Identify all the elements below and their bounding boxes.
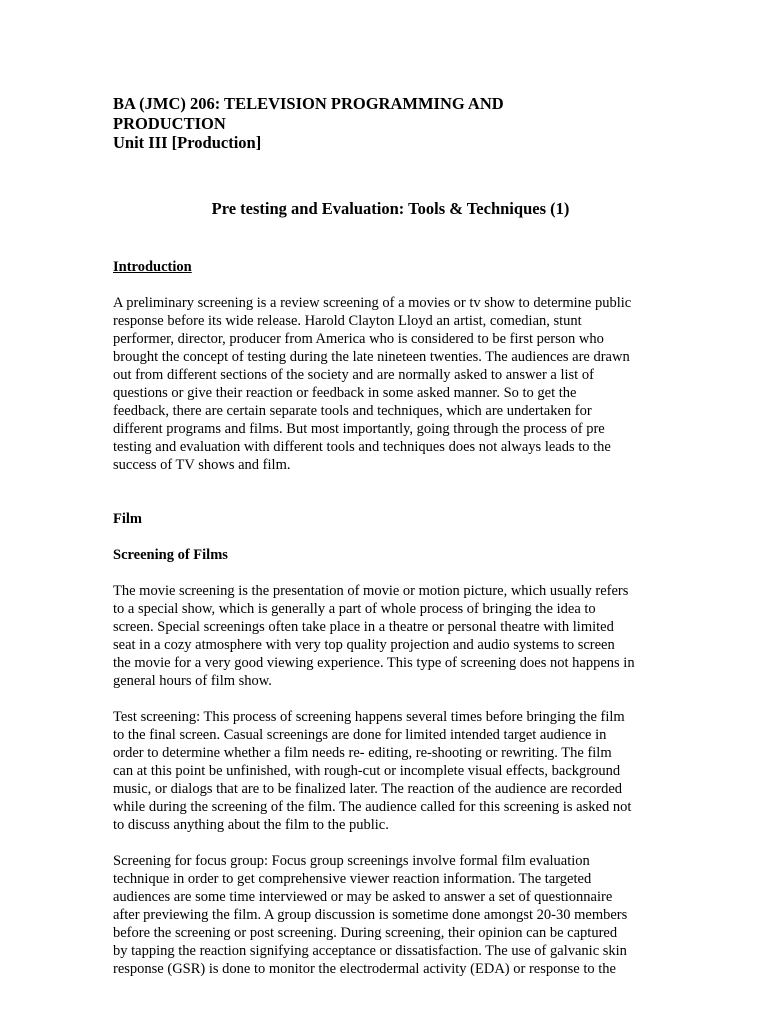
- text-line: music, or dialogs that are to be finalized later. The reaction of the audience are recorded: [113, 780, 623, 797]
- unit-title: Unit III [Production]: [113, 133, 262, 152]
- text-line: general hours of film show.: [113, 672, 272, 689]
- course-title: [113, 94, 668, 133]
- text-line: the movie for a very good viewing experience. This type of screening does not happens in: [113, 654, 635, 671]
- text-line: A preliminary screening is a review screening of a movies or tv show to determine public: [113, 294, 632, 311]
- text-line: by tapping the reaction signifying acceptance or dissatisfaction. The use of galvanic skin: [113, 942, 627, 959]
- text-line: screen. Special screenings often take place in a theatre or personal theatre with limited: [113, 618, 614, 635]
- text-line: seat in a cozy atmosphere with very top quality projection and audio systems to screen: [113, 636, 615, 653]
- text-line: to discuss anything about the film to the public.: [113, 816, 389, 833]
- text-line: while during the screening of the film. The audience called for this screening is asked not: [113, 798, 632, 815]
- text-line: order to determine whether a film needs re- editing, re-shooting or rewriting. The film: [113, 744, 612, 761]
- text-line: to a special show, which is generally a part of whole process of bringing the idea to: [113, 600, 596, 617]
- introduction-heading: Introduction: [113, 258, 192, 275]
- text-line: after previewing the film. A group discussion is sometime done amongst 20-30 members: [113, 906, 628, 923]
- text-line: success of TV shows and film.: [113, 456, 291, 473]
- text-line: brought the concept of testing during the late nineteen twenties. The audiences are drawn: [113, 348, 630, 365]
- text-line: technique in order to get comprehensive viewer reaction information. The targeted: [113, 870, 592, 887]
- course-title-line: PRODUCTION: [113, 113, 226, 133]
- focus-group-paragraph: [113, 852, 668, 978]
- text-line: response before its wide release. Harold Clayton Lloyd an artist, comedian, stunt: [113, 312, 582, 329]
- document-page: [113, 94, 668, 978]
- course-title-line: BA (JMC) 206: TELEVISION PROGRAMMING AND: [113, 94, 504, 113]
- text-line: to the final screen. Casual screenings are done for limited intended target audience in: [113, 726, 607, 743]
- text-line: response (GSR) is done to monitor the electrodermal activity (EDA) or response to the: [113, 960, 616, 977]
- text-line: can at this point be unfinished, with rough-cut or incomplete visual effects, background: [113, 762, 621, 779]
- test-screening-paragraph: [113, 708, 668, 834]
- text-line: The movie screening is the presentation of movie or motion picture, which usually refers: [113, 582, 629, 599]
- screening-of-films-heading: Screening of Films: [113, 546, 228, 563]
- text-line: out from different sections of the society and are normally asked to answer a list of: [113, 366, 594, 383]
- introduction-paragraph: [113, 294, 668, 474]
- text-line: testing and evaluation with different tools and techniques does not always leads to the: [113, 438, 611, 455]
- text-line: performer, director, producer from America who is considered to be first person who: [113, 330, 604, 347]
- text-line: before the screening or post screening. During screening, their opinion can be captured: [113, 924, 618, 941]
- text-line: Test screening: This process of screening happens several times before bringing the film: [113, 708, 625, 725]
- text-line: audiences are some time interviewed or may be asked to answer a set of questionnaire: [113, 888, 613, 905]
- movie-screening-paragraph: [113, 582, 668, 690]
- topic-title: Pre testing and Evaluation: Tools & Techniques (1): [211, 198, 570, 218]
- text-line: questions or give their reaction or feedback in some asked manner. So to get the: [113, 384, 577, 401]
- film-heading: Film: [113, 510, 142, 527]
- text-line: Screening for focus group: Focus group screenings involve formal film evaluation: [113, 852, 590, 869]
- text-line: feedback, there are certain separate tools and techniques, which are undertaken for: [113, 402, 592, 419]
- text-line: different programs and films. But most importantly, going through the process of pre: [113, 420, 605, 437]
